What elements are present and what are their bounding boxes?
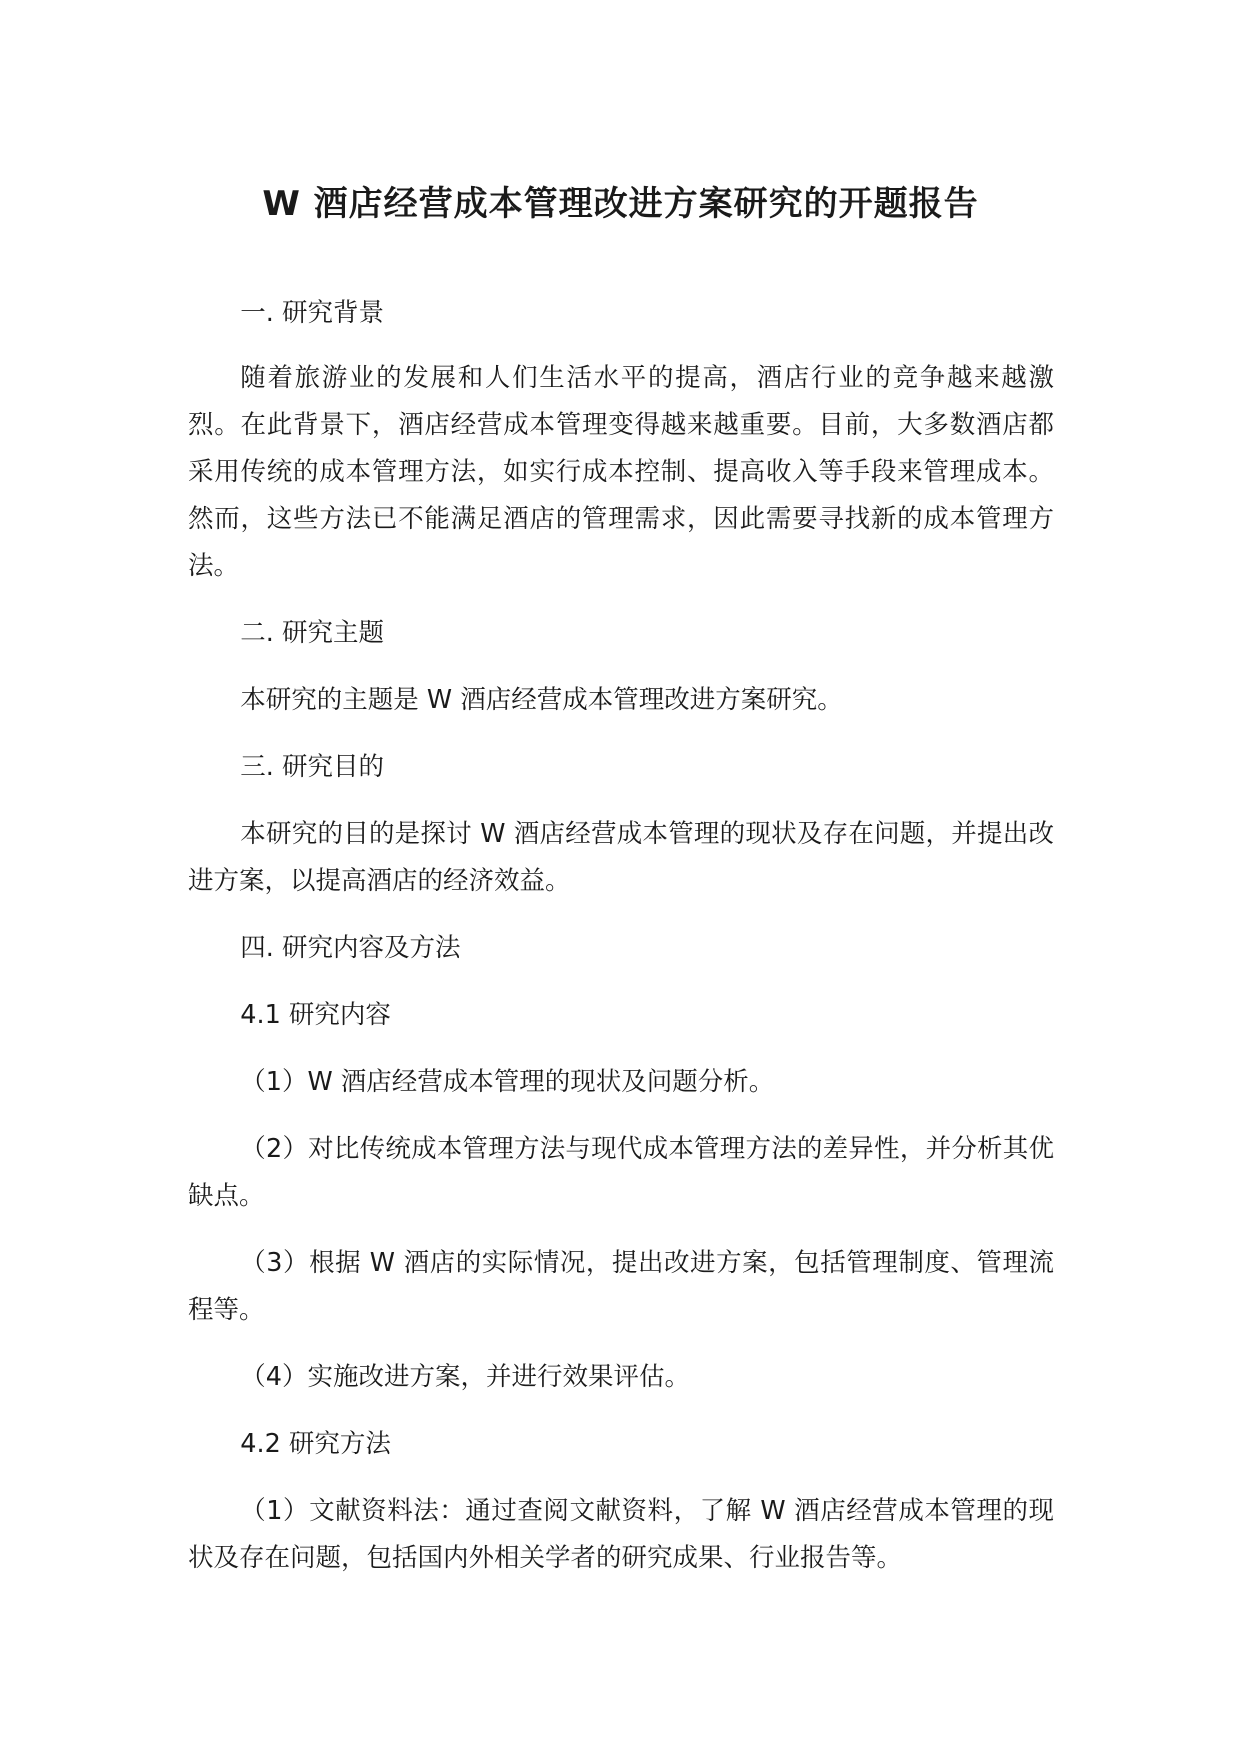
list-item-content-1: （1）W 酒店经营成本管理的现状及问题分析。 [240, 1067, 775, 1097]
section-heading-content-method: 四. 研究内容及方法 [240, 933, 461, 963]
list-item-content-4: （4）实施改进方案，并进行效果评估。 [240, 1362, 690, 1392]
paragraph-purpose: 本研究的目的是探讨 W 酒店经营成本管理的现状及存在问题，并提出改进方案，以提高酒店的经济效益。 [188, 819, 1054, 896]
subsection-heading-content: 4.1 研究内容 [240, 1000, 391, 1030]
paragraph-background: 随着旅游业的发展和人们生活水平的提高，酒店行业的竞争越来越激烈。在此背景下，酒店经营成本管理变得越来越重要。目前，大多数酒店都采用传统的成本管理方法，如实行成本控制、提高收入等手段来管理成本。然而，这些方法已不能满足酒店的管理需求，因此需要寻找新的成本管理方法。 [188, 363, 1054, 581]
subsection-heading-method: 4.2 研究方法 [240, 1429, 391, 1459]
list-item-content-2: （2）对比传统成本管理方法与现代成本管理方法的差异性，并分析其优缺点。 [188, 1134, 1054, 1211]
document-body [188, 290, 1054, 1582]
section-heading-purpose: 三. 研究目的 [240, 752, 384, 782]
document-title: W 酒店经营成本管理改进方案研究的开题报告 [262, 184, 979, 224]
list-item-method-1: （1）文献资料法：通过查阅文献资料，了解 W 酒店经营成本管理的现状及存在问题，包括国内外相关学者的研究成果、行业报告等。 [188, 1496, 1054, 1573]
section-heading-topic: 二. 研究主题 [240, 618, 384, 648]
list-item-content-3: （3）根据 W 酒店的实际情况，提出改进方案，包括管理制度、管理流程等。 [188, 1248, 1054, 1325]
section-heading-background: 一. 研究背景 [240, 298, 384, 328]
paragraph-topic: 本研究的主题是 W 酒店经营成本管理改进方案研究。 [240, 685, 843, 715]
